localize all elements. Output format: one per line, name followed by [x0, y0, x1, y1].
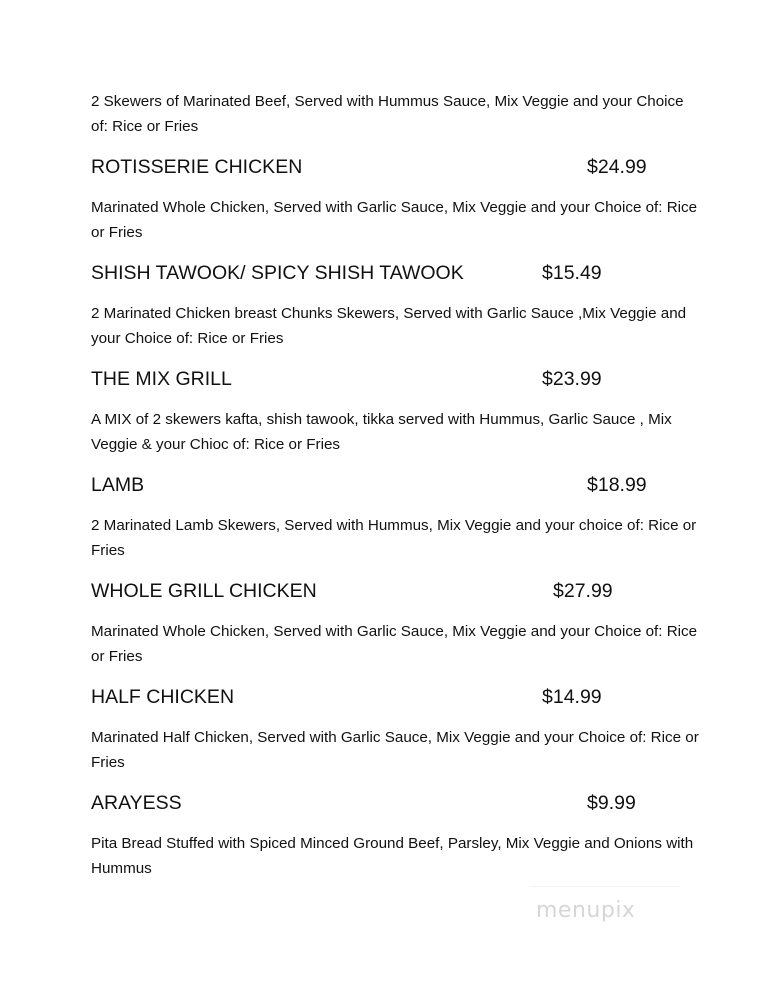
item-price-arayess: $9.99 [587, 792, 636, 814]
item-desc-whole-grill-chicken: Marinated Whole Chicken, Served with Garlic Sauce, Mix Veggie and your Choice of: Rice or Fries [91, 623, 698, 665]
item-desc-mix-grill: A MIX of 2 skewers kafta, shish tawook, tikka served with Hummus, Garlic Sauce , Mix Veggie & your Chioc of: Rice or Fries [91, 411, 672, 453]
intro-description: 2 Skewers of Marinated Beef, Served with Hummus Sauce, Mix Veggie and your Choice of: Rice or Fries [91, 93, 684, 135]
item-title-rotisserie-chicken: ROTISSERIE CHICKEN [91, 156, 303, 178]
item-price-rotisserie-chicken: $24.99 [587, 156, 647, 178]
menupix-watermark: menupix [536, 898, 636, 923]
item-price-whole-grill-chicken: $27.99 [553, 580, 613, 602]
item-desc-rotisserie-chicken: Marinated Whole Chicken, Served with Garlic Sauce, Mix Veggie and your Choice of: Rice or Fries [91, 199, 698, 241]
item-title-whole-grill-chicken: WHOLE GRILL CHICKEN [91, 580, 317, 602]
item-price-half-chicken: $14.99 [542, 686, 602, 708]
item-title-half-chicken: HALF CHICKEN [91, 686, 235, 708]
item-title-arayess: ARAYESS [91, 792, 182, 814]
item-desc-arayess: Pita Bread Stuffed with Spiced Minced Ground Beef, Parsley, Mix Veggie and Onions with Hummus [91, 835, 694, 877]
item-title-mix-grill: THE MIX GRILL [91, 368, 232, 390]
item-desc-lamb: 2 Marinated Lamb Skewers, Served with Hummus, Mix Veggie and your choice of: Rice or Fries [91, 517, 697, 559]
item-price-shish-tawook: $15.49 [542, 262, 602, 284]
item-title-lamb: LAMB [91, 474, 145, 496]
item-desc-shish-tawook: 2 Marinated Chicken breast Chunks Skewers, Served with Garlic Sauce ,Mix Veggie and your Choice of: Rice or Fries [91, 305, 687, 347]
watermark-rule [530, 886, 680, 887]
item-desc-half-chicken: Marinated Half Chicken, Served with Garlic Sauce, Mix Veggie and your Choice of: Rice or Fries [91, 729, 699, 771]
item-title-shish-tawook: SHISH TAWOOK/ SPICY SHISH TAWOOK [91, 262, 464, 284]
item-price-mix-grill: $23.99 [542, 368, 602, 390]
item-price-lamb: $18.99 [587, 474, 647, 496]
